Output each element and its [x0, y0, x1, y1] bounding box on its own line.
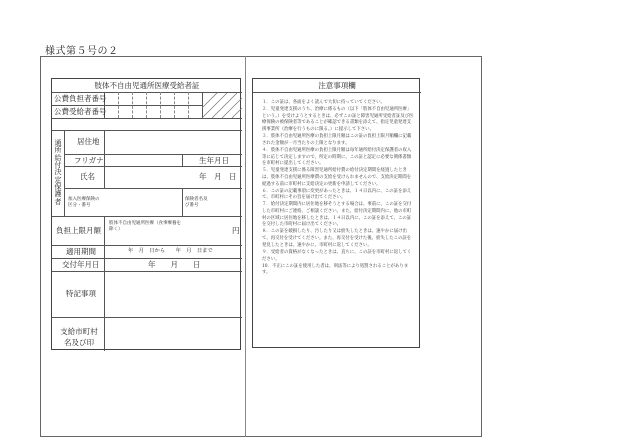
note-item: ７．給付決定期間内に居住地を移そうとする場合は、事前に、この証を交付した市町村にご連絡、ご相談ください。また、給付決定期間内に、他の市町村の区域に居住地を移したときは、１４日以内に、この証を添えて、この証を交付した市町村に届け出てください。: [262, 202, 412, 228]
name-label: 氏名: [80, 172, 95, 181]
valid-period-label: 適用期間: [66, 247, 96, 256]
insurer-name-label: 保険者名及び番号: [185, 197, 208, 208]
address-label: 居住地: [77, 137, 100, 146]
issue-date-value: 年 月 日: [148, 260, 201, 269]
issue-date-label: 交付年月日: [62, 260, 100, 269]
form-number: 様式第５号の２: [45, 46, 119, 57]
issuer-label: 支給市町村名及び印: [60, 327, 98, 347]
note-item: １．この証は、各面をよく読んで大切に持っていてください。: [262, 100, 385, 105]
special-notes-label: 特記事項: [66, 289, 96, 298]
copay-note: 肢体不自由児通所医療（食事療養を除く）: [109, 221, 181, 232]
copay-limit-label: 負担上限月額: [56, 226, 101, 235]
note-item: ６．この証の記載事項に変更があったときは、１４日以内に、この証を添えて、市町村にその旨を届け出てください。: [262, 188, 412, 201]
note-item: 10．不正にこの証を使用した者は、刑法等により処罰されることがあります。: [262, 263, 409, 276]
note-item: ４．肢体不自由児通所医療の負担上限月額は毎年通所給付決定保護者の収入等に応じて決定しますので、所定の時期に、この証と認定に必要な関係書類を市町村に提出してください。: [262, 147, 412, 167]
recipient-number-label: 公費受給者番号: [54, 107, 107, 116]
birthdate-label: 生年月日: [199, 156, 229, 165]
hatch-area: [202, 93, 242, 118]
guardian-vertical-label: 通 所 給 付 決 定 保 護 者: [52, 130, 65, 216]
insurance-section-label: 加入医療保険の区分・番号: [68, 197, 100, 208]
certificate-title: 肢体不自由児通所医療受給者証: [94, 81, 200, 90]
notes-panel: [252, 78, 420, 348]
valid-period-value: 年 月 日から 年 月 日まで: [128, 248, 213, 254]
notes-title: 注意事項欄: [318, 81, 356, 90]
note-item: ２．児童発達支援のうち、治療に係るもの（以下「肢体不自由児通所医療」という。）を受けようとするときは、必ずこの証と障害児通所受給者証及び医療保険の被保険者等であることが確認できる書類を添えて、指定児童発達支援事業所（治療を行うものに限る。）に提示して下さい。: [262, 107, 414, 133]
public-payer-number-label: 公費負担者番号: [54, 94, 107, 103]
note-item: ３．肢体不自由児通所医療の負担上限月額はこの証の負担上限月額欄に記載された金額が一月当たりの上限となります。: [262, 134, 412, 146]
notes-list: [262, 100, 414, 277]
note-item: ５．児童発達支援に係る障害児通所給付費の給付決定期間を経過したときは、肢体不自由児通所医療費の支給を受けられませんので、支給決定期間を経過する前に市町村に支給決定の更新を申請してください。: [262, 168, 412, 187]
note-item: ８．この証を破損したり、汚したり又は紛失したときは、速やかに届け出て、再交付を受けてください。また、再交付を受けた後、紛失したこの証を発見したときは、速やかに、市町村に返してください。: [262, 229, 412, 248]
yen-unit: 円: [232, 226, 240, 235]
furigana-label: フリガナ: [74, 156, 104, 165]
birthdate-value: 年 月 日: [199, 172, 237, 181]
certificate-panel: [51, 78, 241, 350]
fold-line: [245, 56, 246, 437]
note-item: ９．受給者の資格がなくなったときは、直ちに、この証を市町村に返してください。: [262, 249, 412, 262]
